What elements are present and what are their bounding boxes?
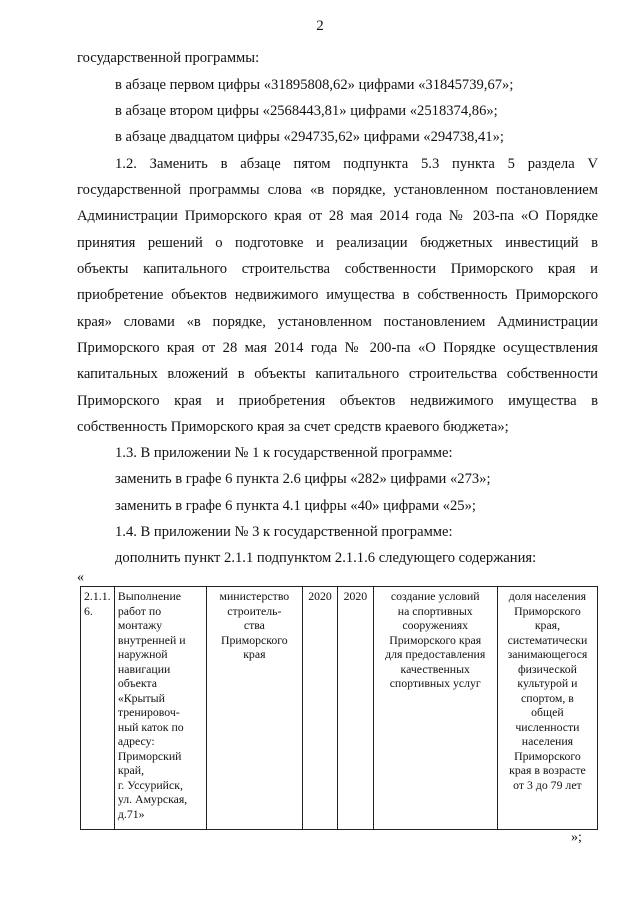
paragraph-line: в абзаце втором цифры «2568443,81» цифрами «2518374,86»; xyxy=(115,103,498,119)
paragraph-line: приобретение объектов недвижимого имущества в собственность Приморского xyxy=(77,287,598,303)
paragraph-line: Приморского края и приобретения объектов недвижимого имущества в xyxy=(77,393,598,409)
table-cell-start-year: 2020 xyxy=(302,587,337,830)
paragraph-line: Администрации Приморского края от 28 мая 2014 года № 203-па «О Порядке xyxy=(77,208,598,224)
table-cell-number: 2.1.1. 6. xyxy=(81,587,115,830)
program-table xyxy=(80,586,598,830)
paragraph-line: государственной программы: xyxy=(77,50,260,66)
paragraph-line: края» словами «в порядке, установленном постановлением Администрации xyxy=(77,314,598,330)
paragraph-line: 1.2. Заменить в абзаце пятом подпункта 5.3 пункта 5 раздела V xyxy=(115,156,598,172)
paragraph-line: объекты капитального строительства собственности Приморского края и xyxy=(77,261,598,277)
table-cell-executor: министерство строитель- ства Приморского края xyxy=(206,587,302,830)
paragraph-line: в абзаце первом цифры «31895808,62» цифрами «31845739,67»; xyxy=(115,77,514,93)
page-number: 2 xyxy=(316,18,324,34)
table-row xyxy=(81,587,598,830)
paragraph-line: заменить в графе 6 пункта 2.6 цифры «282» цифрами «273»; xyxy=(115,471,491,487)
paragraph-line: капитальных вложений в объекты капитального строительства собственности xyxy=(77,366,598,382)
table-cell-activity: Выполнение работ по монтажу внутренней и наружной навигации объекта «Крытый тренировоч- ный каток по адресу: Приморский край, г. Уссурийск, ул. Амурская, д.71» xyxy=(114,587,206,830)
paragraph-line: заменить в графе 6 пункта 4.1 цифры «40» цифрами «25»; xyxy=(115,498,476,514)
table-cell-indicator: доля населения Приморского края, систематически занимающегося физической культурой и спортом, в общей численности населения Приморского края в возрасте от 3 до 79 лет xyxy=(497,587,597,830)
quote-close: »; xyxy=(571,830,582,845)
table-cell-result: создание условий на спортивных сооружениях Приморского края для предоставления качественных спортивных услуг xyxy=(373,587,497,830)
paragraph-line: 1.3. В приложении № 1 к государственной программе: xyxy=(115,445,453,461)
paragraph-line: дополнить пункт 2.1.1 подпунктом 2.1.1.6 следующего содержания: xyxy=(115,550,537,566)
paragraph-line: государственной программы слова «в порядке, установленном постановлением xyxy=(77,182,598,198)
table-cell-end-year: 2020 xyxy=(338,587,373,830)
paragraph-line: принятия решений о подготовке и реализации бюджетных инвестиций в xyxy=(77,235,598,251)
paragraph-line: 1.4. В приложении № 3 к государственной программе: xyxy=(115,524,453,540)
paragraph-line: в абзаце двадцатом цифры «294735,62» цифрами «294738,41»; xyxy=(115,129,504,145)
paragraph-line: Приморского края от 28 мая 2014 года № 200-па «О Порядке осуществления xyxy=(77,340,598,356)
paragraph-line: собственность Приморского края за счет средств краевого бюджета»; xyxy=(77,419,509,435)
quote-open: « xyxy=(77,570,84,585)
